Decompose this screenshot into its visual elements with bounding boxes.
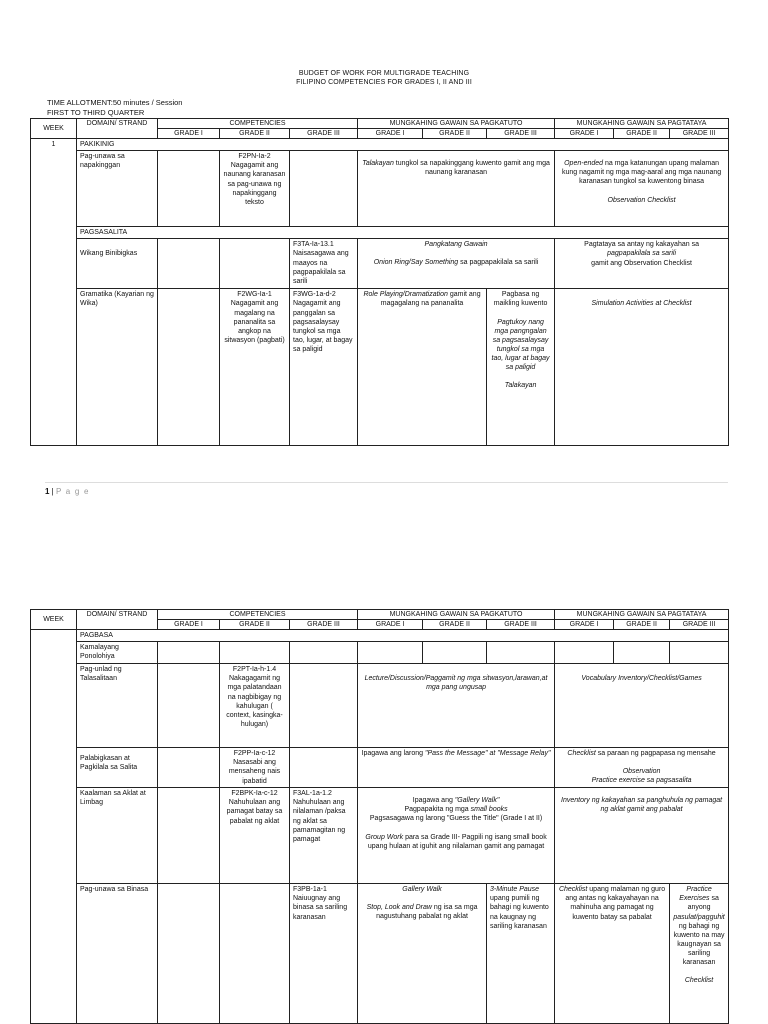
col-grade3: GRADE III: [290, 620, 358, 630]
competency-g2: F2PT-Ia-h-1.4 Nakagagamit ng mga palatandaan na nagbibigay ng kahulugan ( context, kasingka-hulugan): [220, 664, 290, 748]
week-number: [31, 630, 77, 1024]
col-domain-strand: [77, 129, 158, 139]
learning-activity-g3: 3-Minute Pause upang pumili ng bahagi ng kuwento na kaugnay ng sariling karanasan: [487, 884, 555, 1024]
learning-activity: Role Playing/Dramatization gamit ang magagalang na pananalita: [358, 289, 487, 446]
empty-cell: [358, 642, 423, 664]
learning-activity: Lecture/Discussion/Paggamit ng mga sitwasyon,larawan,at mga pang ungusap: [358, 664, 555, 748]
empty-cell: [158, 642, 220, 664]
competency-g2: F2WG-Ia-1 Nagagamit ang magalang na pananalita sa angkop na sitwasyon (pagbati): [220, 289, 290, 446]
col-week: WEEK: [31, 610, 77, 630]
budget-table-page2: [30, 609, 729, 1024]
col-domain-strand: [77, 620, 158, 630]
section-pagbasa: PAGBASA: [77, 630, 729, 642]
domain-cell: Pag-unlad ng Talasalitaan: [77, 664, 158, 748]
empty-cell: [555, 642, 614, 664]
empty-cell: [290, 748, 358, 788]
empty-cell: [158, 151, 220, 227]
assessment-activity: Inventory ng kakayahan sa panghuhula ng pamagat ng aklat gamit ang pabalat: [555, 788, 729, 884]
col-grade2: GRADE II: [220, 620, 290, 630]
empty-cell: [487, 642, 555, 664]
domain-cell: Wikang Binibigkas: [77, 239, 158, 289]
empty-cell: [220, 884, 290, 1024]
col-grade1: GRADE I: [358, 620, 423, 630]
assessment-activity-g3: Practice Exercises sa anyong pasulat/pagguhit ng bahagi ng kuwento na may kaugnayan sa sariling karanasan Checklist: [670, 884, 729, 1024]
domain-cell: Pag-unawa sa napakinggan: [77, 151, 158, 227]
competency-g3: F3WG-1a-d-2 Nagagamit ang panggalan sa pagsasalaysay tungkol sa mga tao, lugar, at bagay sa paligid: [290, 289, 358, 446]
competency-g2: F2BPK-Ia-c-12 Nahuhulaan ang pamagat batay sa pabalat ng aklat: [220, 788, 290, 884]
time-allotment: TIME ALLOTMENT:50 minutes / Session: [47, 98, 183, 107]
quarter-label: FIRST TO THIRD QUARTER: [47, 108, 145, 117]
competency-g3: F3PB-1a-1 Naiuugnay ang binasa sa sariling karanasan: [290, 884, 358, 1024]
assessment-activity: Checklist sa paraan ng pagpapasa ng mensahe Observation Practice exercise sa pagsasalita: [555, 748, 729, 788]
domain-cell: Pag-unawa sa Binasa: [77, 884, 158, 1024]
empty-cell: [220, 239, 290, 289]
col-grade3: GRADE III: [487, 620, 555, 630]
section-pakikinig: PAKIKINIG: [77, 139, 729, 151]
document-title: BUDGET OF WORK FOR MULTIGRADE TEACHING: [298, 70, 470, 77]
col-grade2: GRADE II: [614, 129, 670, 139]
learning-activity: Ipagawa ang "Gallery Walk" Pagpapakita ng mga small books Pagsasagawa ng larong "Guess the Title" (Grade I at II) Group Work para sa Grade III- Pagpili ng isang small book upang hulaan at iguhit ang nilalaman gamit ang pamagat: [358, 788, 555, 884]
page-footer: 1 | P a g e: [45, 487, 90, 496]
col-pagtataya: MUNGKAHING GAWAIN SA PAGTATAYA: [555, 119, 729, 129]
col-pagkatuto: MUNGKAHING GAWAIN SA PAGKATUTO: [358, 119, 555, 129]
competency-g2: F2PP-Ia-c-12 Nasasabi ang mensaheng nais ipabatid: [220, 748, 290, 788]
col-grade3: GRADE III: [670, 129, 729, 139]
col-grade2: GRADE II: [614, 620, 670, 630]
page-divider: [45, 482, 728, 483]
empty-cell: [158, 664, 220, 748]
assessment-activity: Pagtataya sa antay ng kakayahan sa pagpapakilala sa sarili gamit ang Observation Checklist: [555, 239, 729, 289]
competency-g3: F3AL-1a-1.2 Nahuhulaan ang nilalaman /paksa ng aklat sa pamamagitan ng pamagat: [290, 788, 358, 884]
assessment-activity: Vocabulary Inventory/Checklist/Games: [555, 664, 729, 748]
empty-cell: [614, 642, 670, 664]
col-pagkatuto: MUNGKAHING GAWAIN SA PAGKATUTO: [358, 610, 555, 620]
empty-cell: [220, 642, 290, 664]
learning-activity-g3: Pagbasa ng maikling kuwento Pagtukoy nang mga pangngalan sa pagsasalaysay tungkol sa mga tao, lugar at bagay sa paligid Talakayan: [487, 289, 555, 446]
domain-cell: Gramatika (Kayarian ng Wika): [77, 289, 158, 446]
empty-cell: [158, 884, 220, 1024]
col-grade3: GRADE III: [487, 129, 555, 139]
empty-cell: [158, 788, 220, 884]
col-grade1: GRADE I: [158, 620, 220, 630]
col-grade1: GRADE I: [358, 129, 423, 139]
competency-g3: F3TA-Ia-13.1 Naisasagawa ang maayos na pagpapakilala sa sarili: [290, 239, 358, 289]
col-grade3: GRADE III: [290, 129, 358, 139]
col-grade3: GRADE III: [670, 620, 729, 630]
learning-activity: Ipagawa ang larong "Pass the Message" at "Message Relay": [358, 748, 555, 788]
col-grade1: GRADE I: [158, 129, 220, 139]
col-grade2: GRADE II: [423, 620, 487, 630]
domain-cell: Palabigkasan at Pagkilala sa Salita: [77, 748, 158, 788]
col-domain: DOMAIN/ STRAND: [77, 610, 158, 620]
assessment-activity: Open-ended na mga katanungan upang malaman kung nagamit ng mga mag-aaral ang mga naunang karanasan tungkol sa kuwentong binasa Observation Checklist: [555, 151, 729, 227]
section-pagsasalita: PAGSASALITA: [77, 227, 729, 239]
empty-cell: [670, 642, 729, 664]
empty-cell: [158, 239, 220, 289]
assessment-activity: Simulation Activities at Checklist: [555, 289, 729, 446]
assessment-activity: Checklist upang malaman ng guro ang antas ng kakayahayan na mahinuha ang pamagat ng kuwento batay sa pabalat: [555, 884, 670, 1024]
col-week: WEEK: [31, 119, 77, 139]
week-number: 1: [31, 139, 77, 446]
col-grade2: GRADE II: [423, 129, 487, 139]
empty-cell: [290, 151, 358, 227]
empty-cell: [158, 289, 220, 446]
empty-cell: [290, 664, 358, 748]
empty-cell: [158, 748, 220, 788]
col-grade2: GRADE II: [220, 129, 290, 139]
col-pagtataya: MUNGKAHING GAWAIN SA PAGTATAYA: [555, 610, 729, 620]
col-domain: DOMAIN/ STRAND: [77, 119, 158, 129]
budget-table-page1: [30, 118, 729, 446]
learning-activity: Pangkatang Gawain Onion Ring/Say Something sa pagpapakilala sa sarili: [358, 239, 555, 289]
document-subtitle: FILIPINO COMPETENCIES FOR GRADES I, II AND III: [296, 79, 472, 86]
domain-cell: Kamalayang Ponolohiya: [77, 642, 158, 664]
domain-cell: Kaalaman sa Aklat at Limbag: [77, 788, 158, 884]
col-grade1: GRADE I: [555, 129, 614, 139]
competency-g2: F2PN-Ia-2 Nagagamit ang naunang karanasan sa pag-unawa ng napakinggang teksto: [220, 151, 290, 227]
learning-activity: Gallery Walk Stop, Look and Draw ng isa sa mga nagustuhang pabalat ng aklat: [358, 884, 487, 1024]
empty-cell: [423, 642, 487, 664]
col-competencies: COMPETENCIES: [158, 610, 358, 620]
col-grade1: GRADE I: [555, 620, 614, 630]
learning-activity: Talakayan tungkol sa napakinggang kuwento gamit ang mga naunang karanasan: [358, 151, 555, 227]
empty-cell: [290, 642, 358, 664]
col-competencies: COMPETENCIES: [158, 119, 358, 129]
